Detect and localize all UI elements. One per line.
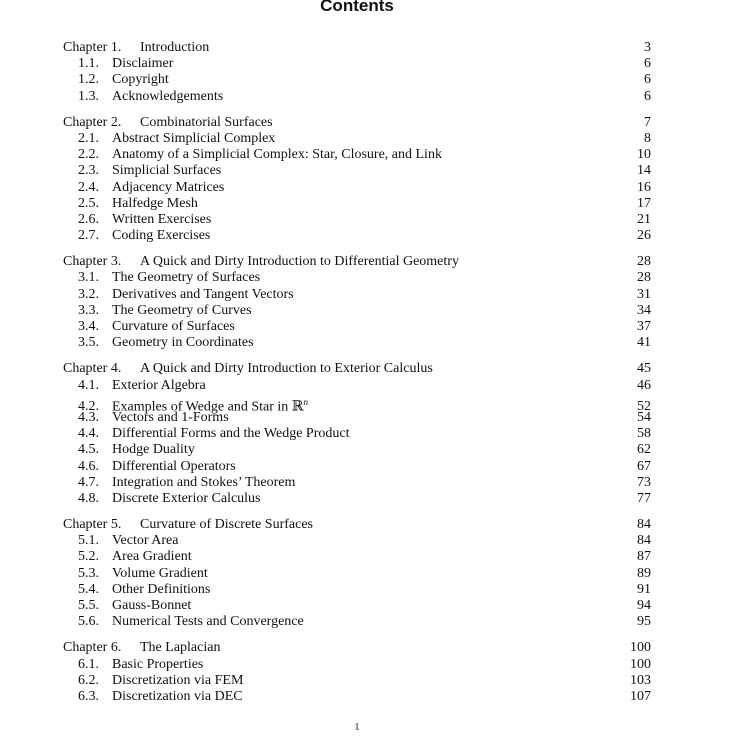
section-title	[112, 287, 294, 303]
section-title-text: Abstract Simplicial Complex	[112, 130, 276, 146]
section-number: 1.2.	[78, 72, 99, 88]
toc-chapter-entry[interactable]	[63, 361, 651, 377]
toc-section-entry[interactable]	[63, 72, 651, 88]
chapter-number: Chapter 5.	[63, 517, 122, 533]
toc-entry-label	[78, 303, 252, 319]
section-number: 4.7.	[78, 474, 99, 490]
section-page-number: 54	[637, 409, 651, 425]
chapter-number: Chapter 3.	[63, 254, 122, 270]
section-page-number: 89	[637, 565, 651, 581]
toc-section-entry[interactable]	[63, 426, 651, 442]
section-title-text: Discretization via FEM	[112, 672, 244, 688]
section-page-number: 14	[637, 163, 651, 179]
toc-entry-label	[63, 361, 433, 377]
section-title	[112, 442, 195, 458]
toc-section-entry[interactable]	[63, 378, 651, 394]
chapter-number: Chapter 6.	[63, 640, 122, 656]
toc-section-entry[interactable]	[63, 673, 651, 689]
section-title-text: The Geometry of Surfaces	[112, 270, 261, 286]
toc-entry-label	[63, 640, 220, 656]
toc-section-entry[interactable]	[63, 491, 651, 507]
section-number: 1.1.	[78, 56, 99, 72]
math-superscript: n	[303, 396, 308, 407]
section-title	[112, 378, 206, 394]
toc-section-entry[interactable]	[63, 614, 651, 630]
toc-section-entry[interactable]	[63, 549, 651, 565]
toc-entry-label	[78, 163, 221, 179]
chapter-title: A Quick and Dirty Introduction to Exterior Calculus	[140, 361, 433, 377]
chapter-page-number: 84	[637, 517, 651, 533]
toc-chapter-entry[interactable]	[63, 115, 651, 131]
toc-entry-label	[63, 40, 209, 56]
toc-entry-label	[78, 212, 211, 228]
toc-chapter-entry[interactable]	[63, 40, 651, 56]
chapter-title: The Laplacian	[140, 640, 221, 656]
section-page-number: 26	[637, 228, 651, 244]
toc-entry-label	[63, 115, 273, 131]
chapter-page-number: 28	[637, 254, 651, 270]
section-title-text: Gauss-Bonnet	[112, 598, 192, 613]
toc-entry-label	[78, 549, 192, 565]
toc-entry-label	[78, 56, 173, 72]
section-number: 2.3.	[78, 163, 99, 179]
toc-section-entry[interactable]	[63, 442, 651, 458]
section-page-number: 6	[644, 56, 651, 72]
toc-section-entry[interactable]	[63, 147, 651, 163]
chapter-page-number: 100	[630, 640, 651, 656]
section-title	[112, 673, 243, 689]
section-number: 2.4.	[78, 179, 99, 195]
section-title	[112, 689, 243, 705]
section-page-number: 103	[630, 672, 651, 688]
section-title	[112, 72, 169, 88]
toc-entry-label	[78, 582, 210, 598]
section-title	[112, 319, 235, 335]
section-number: 2.6.	[78, 211, 99, 227]
section-title-text: Other Definitions	[112, 581, 211, 597]
section-page-number: 6	[644, 88, 651, 104]
toc-section-entry[interactable]	[63, 533, 651, 549]
toc-entry-label	[78, 491, 261, 507]
toc-entry-label	[63, 254, 459, 270]
chapter-group	[63, 115, 651, 245]
section-number: 2.5.	[78, 195, 99, 211]
chapter-title: Combinatorial Surfaces	[140, 114, 273, 130]
section-title	[112, 426, 349, 442]
toc-entry-label	[78, 598, 191, 614]
section-title	[112, 533, 178, 549]
section-number: 5.4.	[78, 581, 99, 597]
toc-entry-label	[78, 426, 349, 442]
section-page-number: 84	[637, 533, 651, 549]
section-title	[112, 163, 221, 179]
section-page-number: 100	[630, 656, 651, 672]
section-title-text: Hodge Duality	[112, 442, 195, 458]
section-title	[112, 56, 173, 72]
section-title-text: Integration and Stokes’ Theorem	[112, 474, 296, 490]
toc-section-entry[interactable]	[63, 163, 651, 179]
chapter-group	[63, 517, 651, 630]
section-page-number: 34	[637, 302, 651, 318]
section-number: 4.3.	[78, 409, 99, 425]
section-title-text: Curvature of Surfaces	[112, 319, 235, 334]
chapter-page-number: 7	[644, 114, 651, 130]
section-number: 3.2.	[78, 286, 99, 302]
section-title-text: The Geometry of Curves	[112, 302, 252, 318]
toc-entry-label	[78, 319, 235, 335]
math-symbol-reals: ℝ	[291, 399, 304, 415]
section-page-number: 77	[637, 490, 651, 506]
section-title	[112, 410, 229, 426]
toc-section-entry[interactable]	[63, 180, 651, 196]
toc-entry-label	[78, 287, 294, 303]
section-number: 5.1.	[78, 533, 99, 549]
section-title-text: Halfedge Mesh	[112, 195, 198, 211]
section-title	[112, 614, 304, 630]
section-title	[112, 131, 275, 147]
toc-section-entry[interactable]	[63, 212, 651, 228]
toc-entry-label	[78, 442, 195, 458]
section-title-text: Volume Gradient	[112, 565, 208, 581]
section-title	[112, 270, 260, 286]
section-page-number: 31	[637, 286, 651, 302]
section-title-text: Disclaimer	[112, 56, 174, 72]
toc-section-entry[interactable]	[63, 459, 651, 475]
chapter-group	[63, 361, 651, 507]
section-number: 4.8.	[78, 490, 99, 506]
section-title-text: Discrete Exterior Calculus	[112, 490, 261, 506]
section-title	[112, 196, 198, 212]
section-title-text: Discretization via DEC	[112, 688, 243, 704]
toc-entry-label	[78, 459, 236, 475]
section-number: 5.6.	[78, 614, 99, 630]
section-title	[112, 491, 261, 507]
section-title	[112, 582, 210, 598]
section-number: 4.2.	[78, 399, 99, 415]
section-title-text: Numerical Tests and Convergence	[112, 614, 304, 630]
toc-chapter-entry[interactable]	[63, 254, 651, 270]
section-title-text: Basic Properties	[112, 656, 204, 672]
section-page-number: 6	[644, 72, 651, 88]
section-title	[112, 566, 208, 582]
toc-section-entry[interactable]	[63, 566, 651, 582]
toc-entry-label	[78, 180, 224, 196]
toc-section-entry[interactable]	[63, 657, 651, 673]
section-number: 5.3.	[78, 565, 99, 581]
section-number: 3.1.	[78, 270, 99, 286]
chapter-group	[63, 40, 651, 105]
chapter-group	[63, 254, 651, 351]
section-title-text: Coding Exercises	[112, 228, 211, 244]
toc-section-entry[interactable]	[63, 303, 651, 319]
chapter-number: Chapter 4.	[63, 361, 122, 377]
toc-chapter-entry[interactable]	[63, 640, 651, 656]
toc-section-entry[interactable]	[63, 56, 651, 72]
section-number: 1.3.	[78, 88, 99, 104]
section-number: 4.6.	[78, 458, 99, 474]
section-title-text: Differential Operators	[112, 458, 236, 474]
toc-section-entry[interactable]	[63, 196, 651, 212]
chapter-group	[63, 640, 651, 705]
section-number: 5.5.	[78, 598, 99, 613]
toc-section-entry[interactable]	[63, 319, 651, 335]
toc-chapter-entry[interactable]	[63, 517, 651, 533]
section-page-number: 52	[637, 399, 651, 415]
section-number: 4.5.	[78, 442, 99, 458]
section-page-number: 91	[637, 581, 651, 597]
section-title-text: Differential Forms and the Wedge Product	[112, 426, 350, 442]
section-page-number: 73	[637, 474, 651, 490]
section-number: 3.4.	[78, 319, 99, 334]
section-title-text: Simplicial Surfaces	[112, 163, 222, 179]
section-page-number: 17	[637, 195, 651, 211]
section-page-number: 10	[637, 147, 651, 163]
section-title-text: Derivatives and Tangent Vectors	[112, 286, 294, 302]
section-page-number: 95	[637, 614, 651, 630]
toc-entry-label	[78, 131, 275, 147]
toc-section-entry[interactable]	[63, 287, 651, 303]
section-number: 4.4.	[78, 426, 99, 442]
section-title	[112, 657, 203, 673]
section-page-number: 41	[637, 335, 651, 351]
toc-section-entry[interactable]	[63, 598, 651, 614]
toc-entry-label	[78, 566, 208, 582]
section-title-text: Acknowledgements	[112, 88, 224, 104]
section-title	[112, 228, 210, 244]
section-number: 3.5.	[78, 335, 99, 351]
toc-section-entry[interactable]	[63, 410, 651, 426]
section-title-text: Vector Area	[112, 533, 179, 549]
toc-section-entry[interactable]	[63, 475, 651, 491]
chapter-number: Chapter 2.	[63, 114, 122, 130]
section-title-text: Written Exercises	[112, 211, 212, 227]
toc-entry-label	[78, 147, 442, 163]
section-page-number: 62	[637, 442, 651, 458]
section-page-number: 87	[637, 549, 651, 565]
footer-page-number: 1	[354, 722, 360, 733]
toc-entry-label	[78, 475, 295, 491]
section-page-number: 16	[637, 179, 651, 195]
toc-entry-label	[63, 517, 313, 533]
toc-entry-label	[78, 378, 206, 394]
toc-entry-label	[78, 270, 260, 286]
section-number: 6.1.	[78, 656, 99, 672]
section-title	[112, 475, 295, 491]
toc-section-entry[interactable]	[63, 131, 651, 147]
section-title-text: Copyright	[112, 72, 169, 88]
section-title	[112, 598, 191, 614]
section-page-number: 94	[637, 598, 651, 613]
toc-entry-label	[78, 614, 304, 630]
toc-entry-label	[78, 335, 254, 351]
chapter-title: A Quick and Dirty Introduction to Differential Geometry	[140, 254, 459, 270]
section-number: 3.3.	[78, 302, 99, 318]
section-title	[112, 89, 223, 105]
toc-entry-label	[78, 673, 243, 689]
section-title	[112, 335, 254, 351]
section-number: 5.2.	[78, 549, 99, 565]
table-of-contents	[63, 40, 651, 715]
section-title	[112, 212, 211, 228]
section-title-text: Vectors and 1-Forms	[112, 409, 229, 425]
section-title-text: Examples of Wedge and Star in	[112, 399, 289, 415]
toc-section-entry[interactable]	[63, 689, 651, 705]
section-title-text: Area Gradient	[112, 549, 192, 565]
chapter-page-number: 3	[644, 40, 651, 55]
section-title	[112, 147, 442, 163]
section-number: 6.2.	[78, 672, 99, 688]
section-page-number: 58	[637, 426, 651, 442]
toc-entry-label	[78, 689, 243, 705]
toc-entry-label	[78, 72, 169, 88]
chapter-title: Introduction	[140, 40, 210, 55]
chapter-page-number: 45	[637, 361, 651, 377]
toc-entry-label	[78, 196, 198, 212]
section-page-number: 67	[637, 458, 651, 474]
toc-section-entry[interactable]	[63, 394, 651, 415]
section-title-text: Adjacency Matrices	[112, 179, 225, 195]
section-title	[112, 459, 236, 475]
toc-entry-label	[78, 228, 210, 244]
section-number: 2.7.	[78, 228, 99, 244]
section-title-text: Exterior Algebra	[112, 377, 206, 393]
section-page-number: 8	[644, 130, 651, 146]
section-title-text: Geometry in Coordinates	[112, 335, 254, 351]
toc-section-entry[interactable]	[63, 89, 651, 105]
toc-section-entry[interactable]	[63, 335, 651, 351]
toc-entry-label	[78, 89, 223, 105]
toc-entry-label	[78, 657, 203, 673]
section-number: 6.3.	[78, 688, 99, 704]
page-title: Contents	[320, 0, 394, 15]
chapter-title: Curvature of Discrete Surfaces	[140, 517, 313, 533]
section-title	[112, 180, 224, 196]
section-page-number: 28	[637, 270, 651, 286]
toc-entry-label	[78, 410, 229, 426]
section-number: 2.2.	[78, 147, 99, 163]
section-page-number: 46	[637, 377, 651, 393]
section-page-number: 21	[637, 211, 651, 227]
section-title-text: Anatomy of a Simplicial Complex: Star, Closure, and Link	[112, 147, 442, 163]
chapter-number: Chapter 1.	[63, 40, 122, 55]
section-page-number: 107	[630, 688, 651, 704]
section-page-number: 37	[637, 319, 651, 334]
section-title	[112, 303, 252, 319]
toc-entry-label	[78, 533, 178, 549]
toc-section-entry[interactable]	[63, 582, 651, 598]
section-title	[112, 549, 192, 565]
section-number: 2.1.	[78, 130, 99, 146]
toc-section-entry[interactable]	[63, 228, 651, 244]
toc-section-entry[interactable]	[63, 270, 651, 286]
section-number: 4.1.	[78, 377, 99, 393]
